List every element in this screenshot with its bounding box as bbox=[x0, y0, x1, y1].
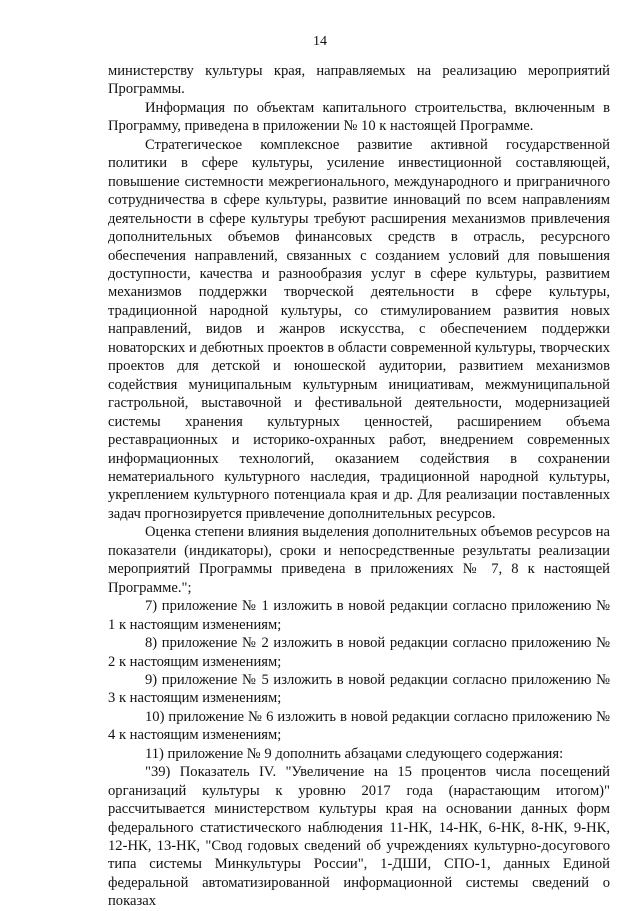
list-item-10: 10) приложение № 6 изложить в новой редакции согласно приложению № 4 к настоящим изменениям; bbox=[108, 708, 610, 744]
list-item-8: 8) приложение № 2 изложить в новой редакции согласно приложению № 2 к настоящим изменениям; bbox=[108, 635, 610, 670]
list-item-11: 11) приложение № 9 дополнить абзацами следующего содержания: bbox=[145, 745, 564, 762]
list-item-7: 7) приложение № 1 изложить в новой редакции согласно приложению № 1 к настоящим изменениям; bbox=[108, 598, 610, 633]
list-item-9: 9) приложение № 5 изложить в новой редакции согласно приложению № 3 к настоящим изменениям; bbox=[108, 671, 610, 707]
page-number: 14 bbox=[313, 34, 327, 49]
paragraph-capital-construction: Информация по объектам капитального строительства, включенным в Программу, приведена в приложении № 10 к настоящей Программе. bbox=[108, 99, 610, 135]
paragraph-resource-assessment: Оценка степени влияния выделения дополнительных объемов ресурсов на показатели (индикаторы), сроки и непосредственные результаты реализации мероприятий Программы приведена в приложениях № 7, 8 к настоящей Программе."; bbox=[108, 524, 610, 596]
paragraph-strategic-development: Стратегическое комплексное развитие активной государственной политики в сфере культуры, усиление инвестиционной составляющей, повышение системности межрегионального, международного и приграничного сотрудничества в сфере культуры, развитие инноваций по всем направлениям деятельности в сфере культуры требуют расширения механизмов привлечения дополнительных объемов финансовых средств в отрасль, ресурсного обеспечения направлений, связанных с созданием условий для повышения доступности, качества и разнообразия услуг в сфере культуры, развитием механизмов поддержки творческой деятельности в сфере культуры, традиционной народной культуры, со стимулированием развития новых направлений, видов и жанров искусства, с обеспечением поддержки новаторских и дебютных проектов в области современной культуры, творческих проектов для детской и юношеской аудитории, развитием механизмов содействия муниципальным культурным инициативам, межмуниципальной гастрольной, выставочной и фестивальной деятельности, модернизацией системы хранения культурных ценностей, расширением объема реставрационных и историко-охранных работ, внедрением современных информационных технологий, оказанием содействия в сохранении нематериального культурного наследия, традиционной народной культуры, укреплением культурного потенциала края и др. Для реализации поставленных задач прогнозируется привлечение дополнительных ресурсов. bbox=[108, 136, 610, 522]
paragraph-indicator-39: "39) Показатель IV. "Увеличение на 15 процентов числа посещений организаций культуры к уровню 2017 года (нарастающим итогом)" рассчитывается министерством культуры края на основании данных форм федерального статистического наблюдения 11-НК, 14-НК, 6-НК, 8-НК, 9-НК, 12-НК, 13-НК, "Свод годовых сведений об учреждениях культурно-досугового типа системы Минкультуры России", 1-ДШИ, СПО-1, данных Единой федеральной автоматизированной информационной системы сведений о показах bbox=[108, 764, 610, 910]
document-body bbox=[108, 62, 610, 911]
paragraph-continuation: министерству культуры края, направляемых на реализацию мероприятий Программы. bbox=[108, 63, 610, 98]
